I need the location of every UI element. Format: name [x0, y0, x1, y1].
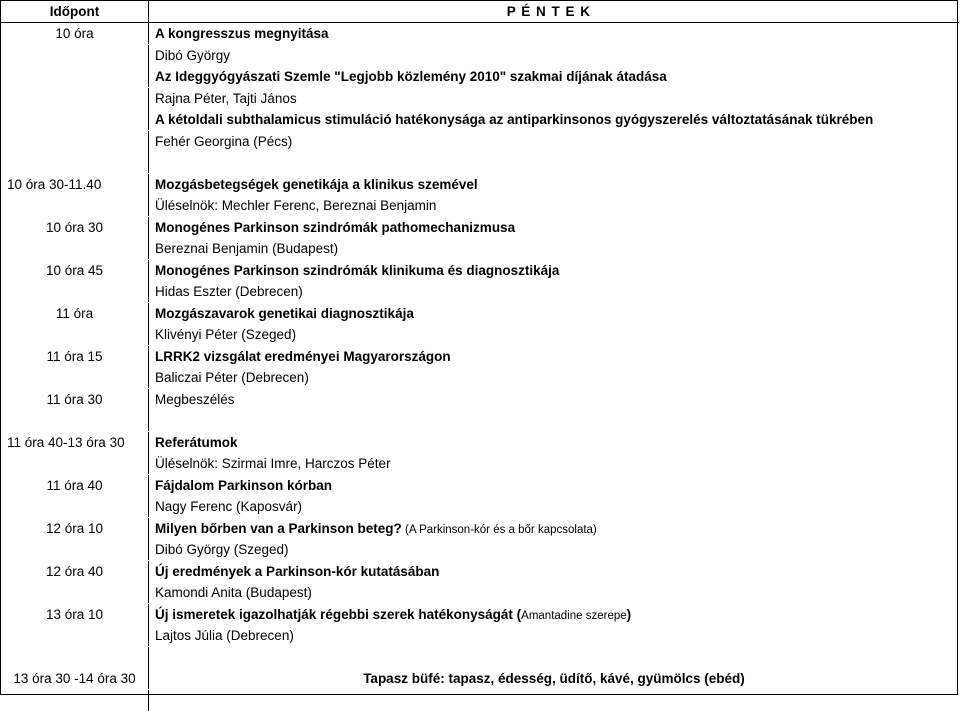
table-row — [1, 539, 959, 560]
program-cell — [155, 432, 955, 453]
time-cell — [1, 690, 149, 711]
program-cell — [155, 238, 955, 259]
time-cell — [1, 647, 149, 668]
program-cell — [155, 690, 955, 711]
program-cell — [155, 367, 955, 388]
time-cell: 11 óra 30 — [1, 389, 149, 410]
table-row — [1, 152, 959, 173]
table-row — [1, 668, 959, 689]
table-row — [1, 453, 959, 474]
time-cell — [1, 152, 149, 173]
program-text: A kongresszus megnyitása — [155, 26, 329, 41]
program-cell — [155, 195, 955, 216]
table-row — [1, 582, 959, 603]
time-cell — [1, 625, 149, 646]
program-cell — [155, 625, 955, 646]
program-text: Mozgásbetegségek genetikája a klinikus szemével — [155, 176, 478, 192]
program-text: Referátumok — [155, 434, 238, 450]
program-cell — [155, 217, 955, 238]
time-cell — [1, 45, 149, 66]
time-cell: 10 óra 45 — [1, 260, 149, 281]
time-cell: 11 óra 15 — [1, 346, 149, 367]
time-cell — [1, 496, 149, 517]
program-cell — [155, 582, 955, 603]
program-cell — [155, 88, 955, 109]
time-cell — [1, 539, 149, 560]
time-cell: 12 óra 10 — [1, 518, 149, 539]
table-row — [1, 496, 959, 517]
program-text: Rajna Péter, Tajti János — [155, 90, 297, 106]
table-row — [1, 109, 959, 130]
program-cell — [155, 281, 955, 302]
time-cell — [1, 195, 149, 216]
time-cell — [1, 453, 149, 474]
time-cell — [1, 131, 149, 152]
program-cell — [155, 260, 955, 281]
program-cell — [155, 23, 955, 44]
program-text: Dibó György — [155, 47, 231, 63]
table-row — [1, 217, 959, 238]
time-cell — [1, 88, 149, 109]
program-text: Nagy Ferenc (Kaposvár) — [155, 499, 303, 514]
program-cell — [155, 496, 955, 517]
table-row — [1, 561, 959, 582]
time-cell — [1, 66, 149, 87]
program-text: Monogénes Parkinson szindrómák pathomechanizmusa — [155, 219, 516, 235]
table-row — [1, 518, 959, 539]
program-cell — [155, 66, 955, 87]
table-row — [1, 475, 959, 496]
program-text: Bereznai Benjamin (Budapest) — [155, 241, 339, 256]
table-row — [1, 260, 959, 281]
program-text: LRRK2 vizsgálat eredményei Magyarországon — [155, 348, 451, 364]
table-row — [1, 88, 959, 109]
program-cell — [155, 539, 955, 560]
program-text: Új ismeretek igazolhatják régebbi szerek hatékonyságát — [155, 606, 513, 622]
note-close-paren: ) — [626, 606, 632, 622]
table-row — [1, 604, 959, 625]
program-text: Dibó György (Szeged) — [155, 542, 289, 557]
program-cell — [155, 518, 955, 539]
program-cell — [155, 346, 955, 367]
program-text: Milyen bőrben van a Parkinson beteg? — [155, 520, 402, 536]
program-cell — [155, 389, 955, 410]
table-row — [1, 131, 959, 152]
time-cell: 11 óra — [1, 303, 149, 324]
table-row — [1, 23, 959, 44]
program-text: Új eredmények a Parkinson-kór kutatásában — [155, 563, 440, 579]
program-note: (A Parkinson-kór és a bőr kapcsolata) — [401, 523, 597, 536]
time-cell — [1, 410, 149, 431]
program-note: Amantadine szerepe — [521, 609, 627, 622]
table-row — [1, 346, 959, 367]
program-cell — [155, 109, 955, 130]
program-text: Fájdalom Parkinson kórban — [155, 477, 333, 493]
table-row — [1, 238, 959, 259]
time-cell — [1, 238, 149, 259]
table-row — [1, 281, 959, 302]
time-cell: 10 óra 30-11.40 — [1, 174, 149, 195]
program-text: Az Ideggyógyászati Szemle "Legjobb közlemény 2010" szakmai díjának átadása — [155, 69, 667, 84]
program-text: Monogénes Parkinson szindrómák klinikuma és diagnosztikája — [155, 262, 560, 278]
time-cell — [1, 367, 149, 388]
program-text: A kétoldali subthalamicus stimuláció hatékonysága az antiparkinsonos gyógyszerelés változtatásának tükrében — [155, 112, 874, 127]
program-text: Klivényi Péter (Szeged) — [155, 327, 297, 342]
program-text: Tapasz büfé: tapasz, édesség, üdítő, kávé, gyümölcs (ebéd) — [363, 671, 745, 686]
table-row — [1, 410, 959, 431]
program-text: Megbeszélés — [155, 391, 235, 407]
table-row — [1, 66, 959, 87]
program-text: Kamondi Anita (Budapest) — [155, 585, 312, 600]
program-cell — [155, 45, 955, 66]
table-row — [1, 690, 959, 711]
program-text: Üléselnök: Mechler Ferenc, Bereznai Benjamin — [155, 198, 437, 213]
program-cell — [155, 131, 955, 152]
program-cell — [155, 303, 955, 324]
program-text: Lajtos Júlia (Debrecen) — [155, 628, 294, 643]
time-cell: 11 óra 40-13 óra 30 — [1, 432, 149, 453]
time-cell — [1, 281, 149, 302]
program-text: Fehér Georgina (Pécs) — [155, 133, 293, 149]
table-row — [1, 625, 959, 646]
program-text: Hidas Eszter (Debrecen) — [155, 284, 303, 299]
program-text: Mozgászavarok genetikai diagnosztikája — [155, 305, 414, 321]
program-cell — [155, 152, 955, 173]
program-text: Baliczai Péter (Debrecen) — [155, 370, 309, 385]
table-row — [1, 432, 959, 453]
time-cell — [1, 109, 149, 130]
time-cell: 11 óra 40 — [1, 475, 149, 496]
table-row — [1, 174, 959, 195]
program-cell — [155, 647, 955, 668]
time-cell: 12 óra 40 — [1, 561, 149, 582]
note-open-paren: ( — [512, 606, 522, 622]
time-cell: 10 óra 30 — [1, 217, 149, 238]
time-cell: 13 óra 10 — [1, 604, 149, 625]
program-cell — [155, 604, 955, 625]
time-column-header: Időpont — [1, 1, 149, 22]
day-header: P É N T E K — [506, 4, 591, 19]
program-cell — [155, 410, 955, 431]
table-row — [1, 647, 959, 668]
table-row — [1, 324, 959, 345]
time-cell: 13 óra 30 -14 óra 30 — [1, 668, 149, 689]
table-row — [1, 45, 959, 66]
program-cell — [149, 668, 959, 689]
program-cell — [155, 453, 955, 474]
table-row — [1, 367, 959, 388]
table-header — [1, 1, 959, 23]
program-cell — [155, 324, 955, 345]
time-cell — [1, 324, 149, 345]
table-row — [1, 195, 959, 216]
program-text: Üléselnök: Szirmai Imre, Harczos Péter — [155, 456, 391, 471]
table-row — [1, 303, 959, 324]
program-cell — [155, 174, 955, 195]
time-cell: 10 óra — [1, 23, 149, 44]
table-row — [1, 389, 959, 410]
time-cell — [1, 582, 149, 603]
program-cell — [155, 561, 955, 582]
program-cell — [155, 475, 955, 496]
